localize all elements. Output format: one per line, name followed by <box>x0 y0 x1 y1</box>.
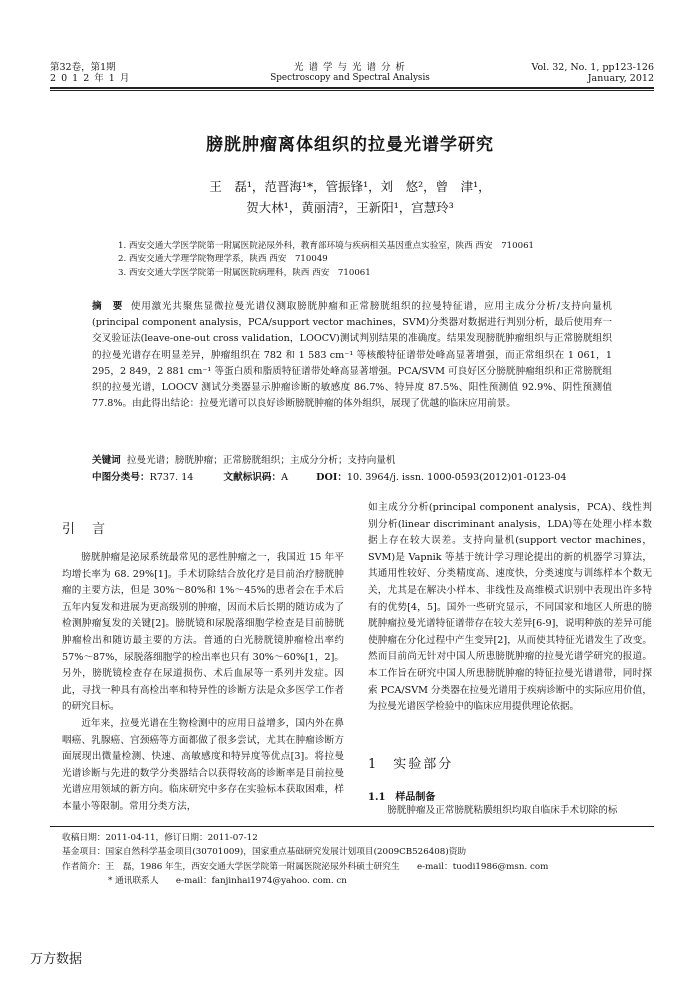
paper-title: 膀胱肿瘤离体组织的拉曼光谱学研究 <box>206 135 494 155</box>
keywords-text: 拉曼光谱；膀胱肿瘤；正常膀胱组织；主成分分析；支持向量机 <box>126 455 396 466</box>
doc-code-value: A <box>281 472 289 483</box>
header-rule-thin <box>50 90 654 91</box>
intro-paragraph-1: 膀胱肿瘤是泌尿系统最常见的恶性肿瘤之一，我国近 15 年平均增长率为 68. 29%[1]。手术切除结合放化疗是目前治疗膀胱肿瘤的主要方法，但是 30%～80%和 1%～45%的患者会在手术后五年内复发和进展为更高级别的肿瘤，因而术后长期的随访成为了检测肿瘤复发的关键[2]。膀胱镜和尿脱落细胞学检查是目前膀胱肿瘤检出和随访最主要的方法。普通的白光膀胱镜肿瘤检出率约 57%～87%，尿脱落细胞学的检出率也只有 30%～60%[1，2]。另外，膀胱镜检查存在尿道损伤、术后血尿等一系列并发症。因此，寻找一种具有高检出率和特异性的诊断方法是众多医学工作者的研究目标。 <box>62 552 344 713</box>
abstract-text: 使用激光共聚焦显微拉曼光谱仪测取膀胱肿瘤和正常膀胱组织的拉曼特征谱，应用主成分分析/支持向量机(principal component analysis，PCA/support vector machines，SVM)分类器对数据进行判别分析，最后使用弃一交叉验证法(leave-one-out cross validation，LOOCV)测试判别结果的准确度。结果发现膀胱肿瘤组织与正常膀胱组织的拉曼光谱存在明显差异，肿瘤组织在 782 和 1 583 cm⁻¹ 等核酸特征谱带处峰高显著增强，而正常组织在 1 061，1 295，2 849，2 881 cm⁻¹ 等蛋白质和脂质特征谱带处峰高显著增强。PCA/SVM 可良好区分膀胱肿瘤组织和正常膀胱组织的拉曼光谱，LOOCV 测试分类器显示肿瘤诊断的敏感度 86.7%、特异度 87.5%、阳性预测值 92.9%、阴性预测值 77.8%。由此得出结论：拉曼光谱可以良好诊断膀胱肿瘤的体外组织，展现了优越的临床应用前景。 <box>92 301 613 410</box>
journal-vol-en: Vol. 32, No. 1, pp123-126 <box>531 62 654 73</box>
doc-code-label: 文献标识码： <box>223 472 282 483</box>
contact-info: * 通讯联系人 e-mail：fanjinhai1974@yahoo. com. cn <box>108 875 347 886</box>
section-1-heading: 1 实验部分 <box>368 757 454 772</box>
intro-paragraph-3: 如主成分分析(principal component analysis，PCA)、线性判别分析(linear discriminant analysis，LDA)等在处理小样本数据上存在较大误差。支持向量机(support vector machines，SVM)是 Vapnik 等基于统计学习理论提出的新的机器学习算法，其通用性较好、分类精度高、速度快，分类速度与训练样本个数无关，尤其是在解决小样本、非线性及高维模式识别中表现出许多特有的优势[4，5]。国外一些研究显示，不同国家和地区人所患的膀胱肿瘤拉曼光谱特征谱带存在较大差异[6-9]，说明种族的差异可能使肿瘤在分化过程中产生变异[2]，从而使其特征光谱发生了改变。然而目前尚无针对中国人所患膀胱肿瘤的拉曼光谱学研究的报道。本工作旨在研究中国人所患膀胱肿瘤的特征拉曼光谱谱带，同时探索 PCA/SVM 分类器在拉曼光谱用于疾病诊断中的实际应用价值，为拉曼光谱医学检验中的临床应用提供理论依据。 <box>368 502 652 713</box>
author-line-1: 王 磊¹，范晋海¹*，管振锋¹，刘 悠²，曾 津¹， <box>209 179 491 194</box>
author-list <box>120 176 580 218</box>
abstract-label: 摘 要 <box>92 301 124 312</box>
doi-value: 10. 3964/j. issn. 1000-0593(2012)01-0123-04 <box>346 472 567 483</box>
journal-title-en: Spectroscopy and Spectral Analysis <box>270 73 430 83</box>
header-rule <box>50 87 654 89</box>
affiliation-list <box>118 240 658 280</box>
received-date: 收稿日期：2011-04-11，修订日期：2011-07-12 <box>62 833 258 843</box>
affiliation-item: 2. 西安交通大学理学院物理学系，陕西 西安 710049 <box>118 254 328 265</box>
classification-line <box>92 470 652 486</box>
author-bio: 作者简介：王 磊，1986 年生，西安交通大学医学院第一附属医院泌尿外科硕士研究生 e-mail：tuodi1986@msn. com <box>62 861 549 872</box>
keywords <box>92 453 652 469</box>
section-1-1-text: 膀胱肿瘤及正常膀胱粘膜组织均取自临床手术切除的标 <box>387 805 618 816</box>
keywords-label: 关键词 <box>92 455 121 466</box>
abstract <box>92 299 612 412</box>
journal-date-en: January, 2012 <box>587 73 654 84</box>
footnote <box>62 831 662 888</box>
author-line-2: 贺大林¹，黄丽清²，王新阳¹，宫慧玲³ <box>246 200 454 215</box>
journal-title-cn: 光 谱 学 与 光 谱 分 析 <box>293 62 407 73</box>
footnote-rule <box>50 826 654 827</box>
source-watermark: 万方数据 <box>30 952 83 967</box>
intro-paragraph-2: 近年来，拉曼光谱在生物检测中的应用日益增多，国内外在鼻咽癌、乳腺癌、宫颈癌等方面都做了很多尝试，尤其在肿瘤诊断方面展现出微量检测、快速、高敏感度和特异度等优点[3]。将拉曼光谱诊断与先进的数学分类器结合以获得较高的诊断率是目前拉曼光谱应用领域的新方向。临床研究中多存在实验标本获取困难，样本量小等限制。常用分类方法， <box>62 718 344 812</box>
fund-info: 基金项目：国家自然科学基金项目(30701009)，国家重点基础研究发展计划项目(2009CB526408)资助 <box>62 847 467 858</box>
affiliation-item: 3. 西安交通大学医学院第一附属医院病理科，陕西 西安 710061 <box>118 267 371 278</box>
intro-heading: 引 言 <box>62 522 108 537</box>
clc-label: 中图分类号： <box>92 472 150 483</box>
affiliation-item: 1. 西安交通大学医学院第一附属医院泌尿外科，教育部环境与疾病相关基因重点实验室，陕西 西安 710061 <box>118 241 535 251</box>
section-1-1-heading: 1.1 样品制备 <box>368 792 436 803</box>
doi-label: DOI： <box>316 472 347 483</box>
clc-value: R737. 14 <box>149 472 194 483</box>
journal-date: 2 0 1 2 年 1 月 <box>50 73 131 84</box>
journal-volume: 第32卷，第1期 <box>50 62 116 73</box>
